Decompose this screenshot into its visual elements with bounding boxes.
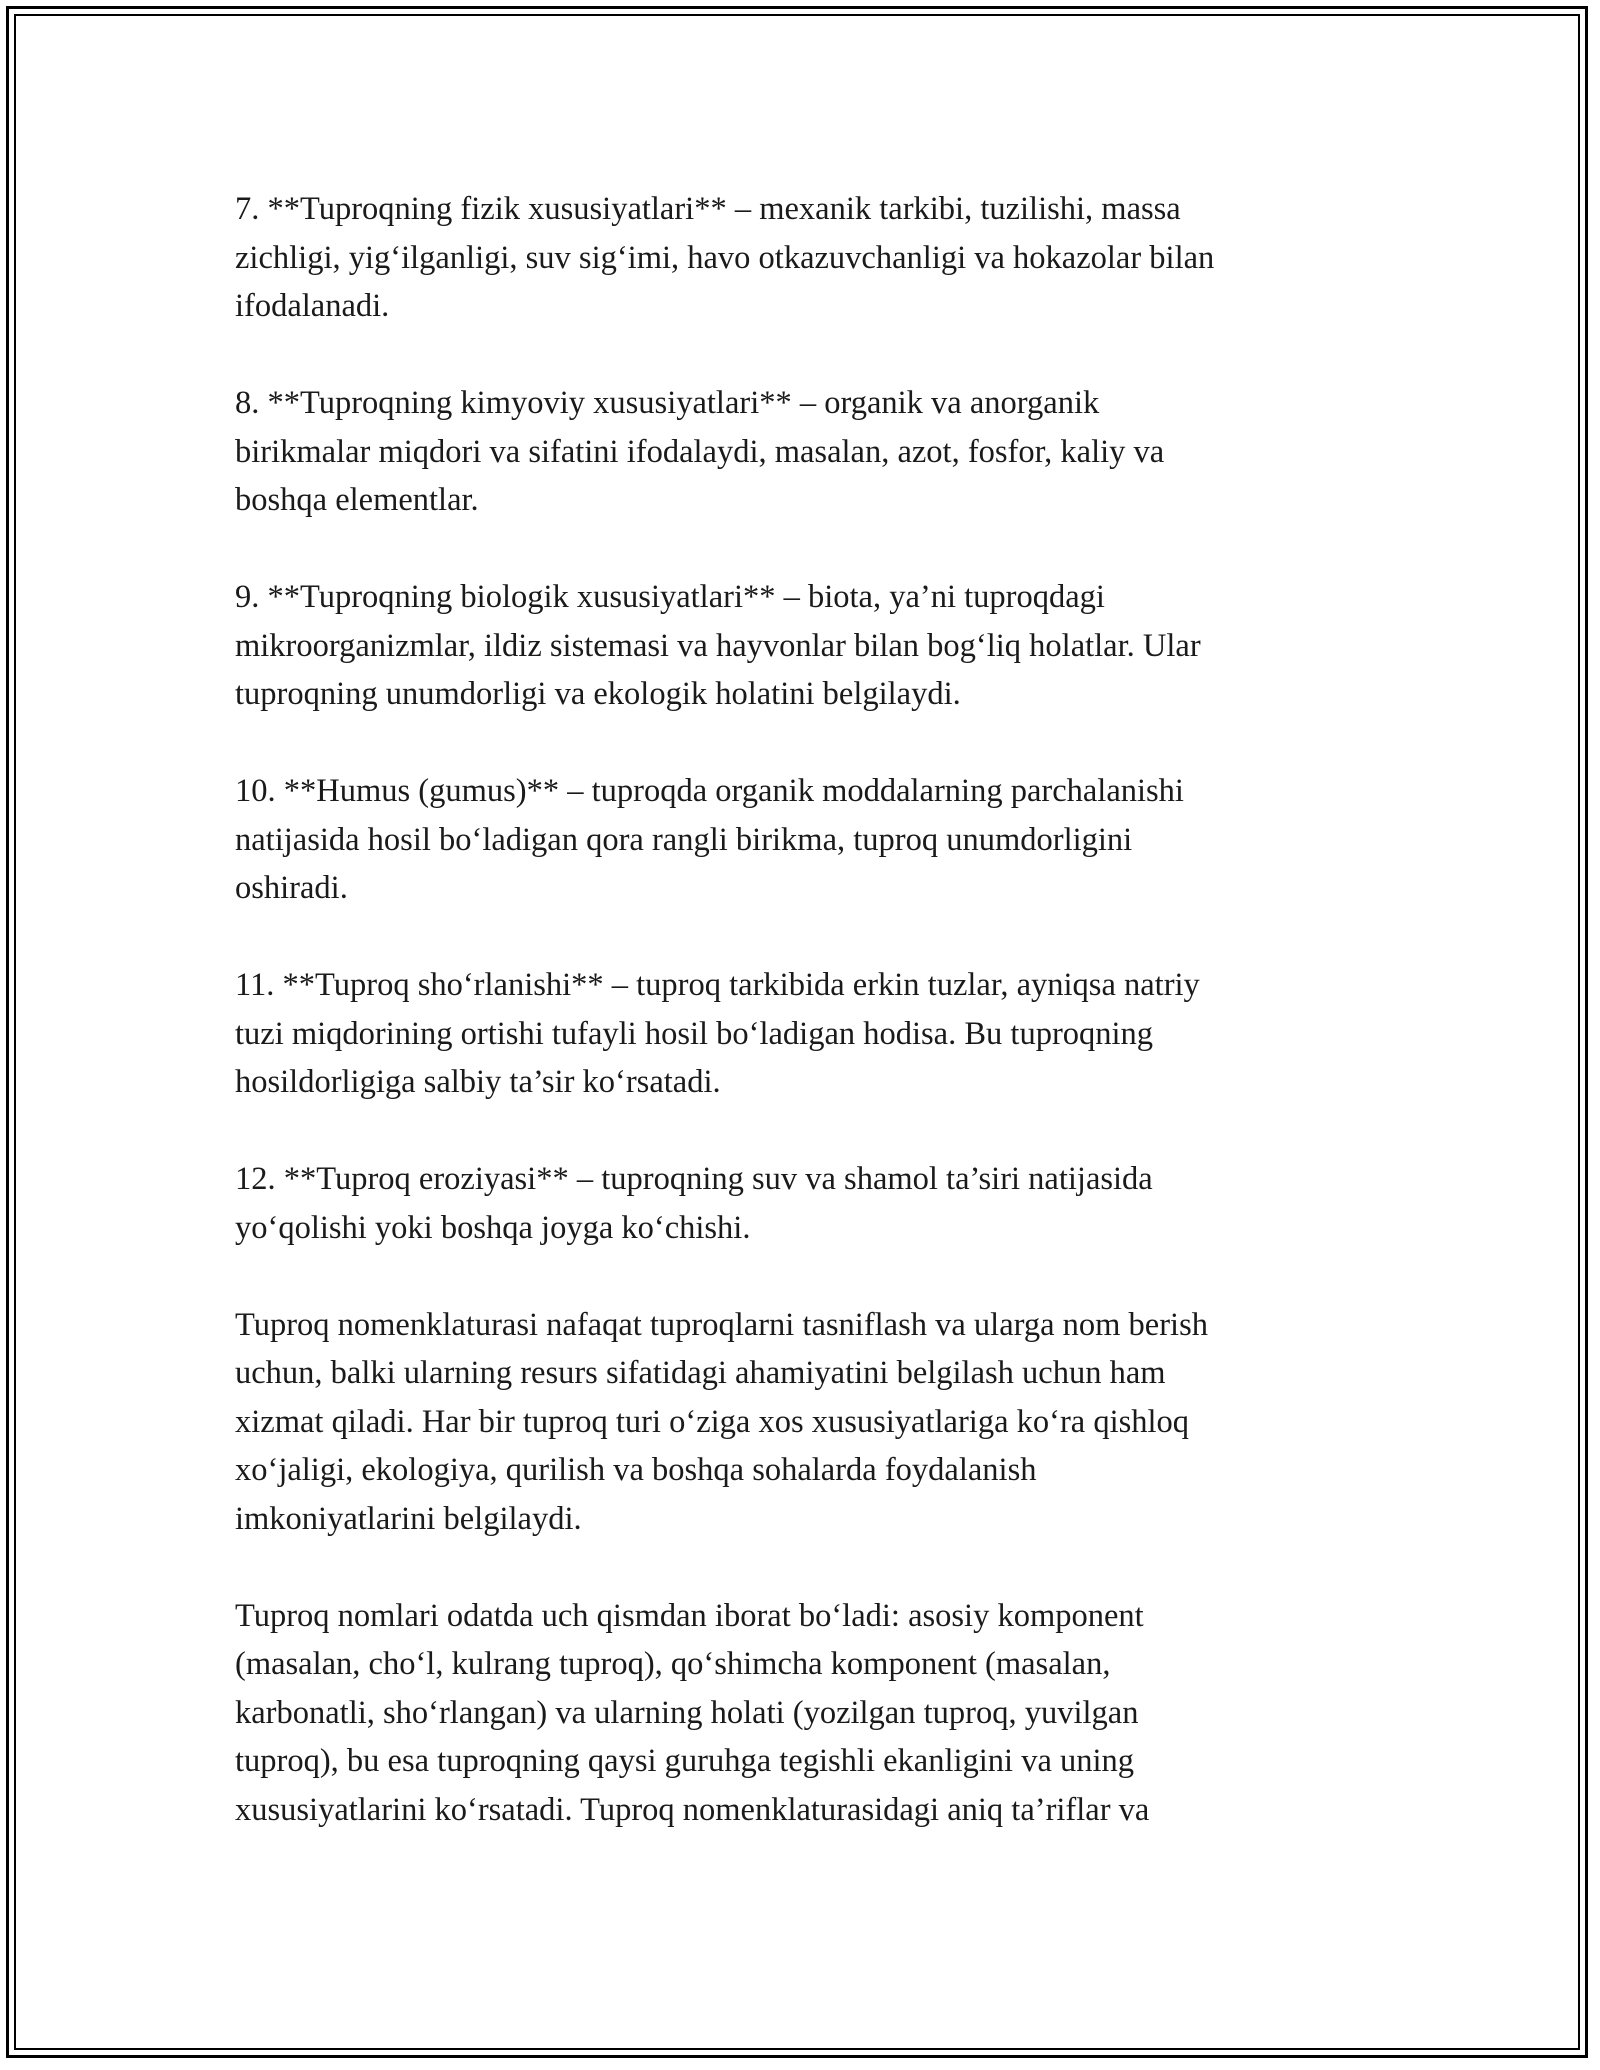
text-line: oshiradi.	[235, 870, 348, 906]
text-line: 9. **Tuproqning biologik xususiyatlari** – biota, ya’ni tuproqdagi	[235, 579, 1105, 615]
paragraph-item-10	[235, 767, 1365, 913]
text-line: tuproq), bu esa tuproqning qaysi guruhga tegishli ekanligini va uning	[235, 1743, 1135, 1779]
text-line: 11. **Tuproq sho‘rlanishi** – tuproq tarkibida erkin tuzlar, ayniqsa natriy	[235, 967, 1200, 1003]
text-line: 12. **Tuproq eroziyasi** – tuproqning suv va shamol ta’siri natijasida	[235, 1161, 1153, 1197]
text-line: karbonatli, sho‘rlangan) va ularning holati (yozilgan tuproq, yuvilgan	[235, 1694, 1139, 1731]
paragraph-soil-names	[235, 1592, 1365, 1835]
paragraph-nomenclature-purpose	[235, 1301, 1365, 1544]
text-line: tuproqning unumdorligi va ekologik holatini belgilaydi.	[235, 676, 961, 712]
text-line: xo‘jaligi, ekologiya, qurilish va boshqa sohalarda foydalanish	[235, 1452, 1037, 1488]
text-line: (masalan, cho‘l, kulrang tuproq), qo‘shimcha komponent (masalan,	[235, 1646, 1111, 1682]
text-line: imkoniyatlarini belgilaydi.	[235, 1500, 582, 1537]
text-line: natijasida hosil bo‘ladigan qora rangli birikma, tuproq unumdorligini	[235, 821, 1133, 858]
paragraph-item-7	[235, 185, 1365, 331]
text-line: tuzi miqdorining ortishi tufayli hosil bo‘ladigan hodisa. Bu tuproqning	[235, 1015, 1154, 1052]
text-line: yo‘qolishi yoki boshqa joyga ko‘chishi.	[235, 1209, 751, 1246]
text-line: hosildorligiga salbiy ta’sir ko‘rsatadi.	[235, 1064, 721, 1100]
paragraph-item-8	[235, 379, 1365, 525]
paragraph-item-11	[235, 961, 1365, 1107]
text-line: xususiyatlarini ko‘rsatadi. Tuproq nomenklaturasidagi aniq ta’riflar va	[235, 1791, 1150, 1828]
text-line: ifodalanadi.	[235, 288, 390, 324]
text-line: birikmalar miqdori va sifatini ifodalaydi, masalan, azot, fosfor, kaliy va	[235, 433, 1165, 470]
text-line: uchun, balki ularning resurs sifatidagi ahamiyatini belgilash uchun ham	[235, 1355, 1166, 1391]
text-line: zichligi, yig‘ilganligi, suv sig‘imi, havo otkazuvchanligi va hokazolar bilan	[235, 239, 1215, 276]
text-line: xizmat qiladi. Har bir tuproq turi o‘ziga xos xususiyatlariga ko‘ra qishloq	[235, 1403, 1190, 1440]
paragraph-item-12	[235, 1155, 1365, 1252]
text-line: mikroorganizmlar, ildiz sistemasi va hayvonlar bilan bog‘liq holatlar. Ular	[235, 627, 1201, 664]
paragraph-item-9	[235, 573, 1365, 719]
text-line: 10. **Humus (gumus)** – tuproqda organik moddalarning parchalanishi	[235, 773, 1184, 809]
text-line: 8. **Tuproqning kimyoviy xususiyatlari** – organik va anorganik	[235, 385, 1100, 421]
text-line: Tuproq nomenklaturasi nafaqat tuproqlarni tasniflash va ularga nom berish	[235, 1306, 1208, 1343]
document-body	[235, 185, 1365, 1883]
text-line: Tuproq nomlari odatda uch qismdan iborat bo‘ladi: asosiy komponent	[235, 1597, 1144, 1634]
text-line: boshqa elementlar.	[235, 482, 479, 518]
text-line: 7. **Tuproqning fizik xususiyatlari** – mexanik tarkibi, tuzilishi, massa	[235, 191, 1181, 227]
